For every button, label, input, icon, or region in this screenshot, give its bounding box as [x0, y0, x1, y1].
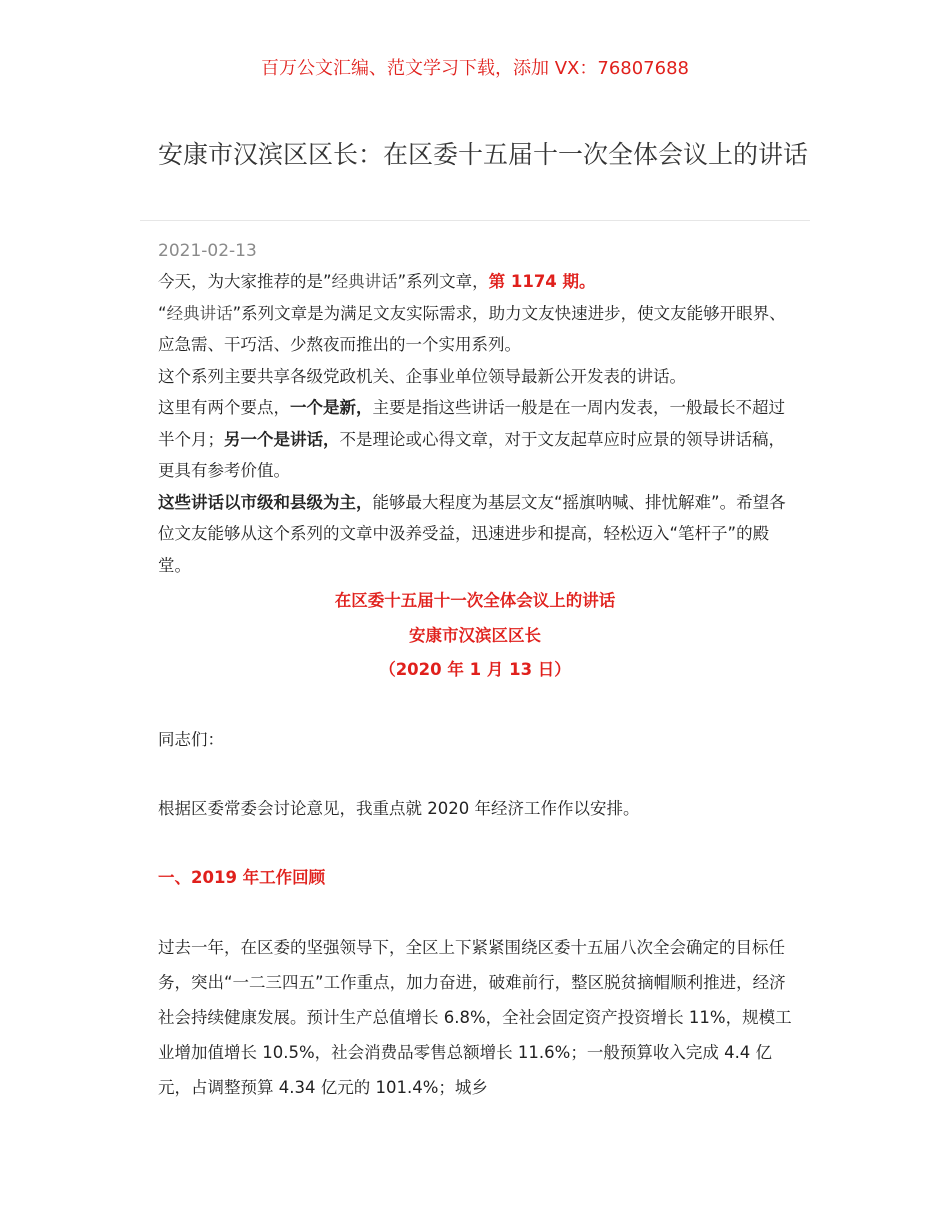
article-title: 安康市汉滨区区长：在区委十五届十一次全体会议上的讲话: [158, 140, 809, 169]
speech-heading: 在区委十五届十一次全体会议上的讲话: [334, 591, 616, 610]
intro-line-purpose: “经典讲话”系列文章是为满足文友实际需求，助力文友快速进步，使文友能够开眼界、应急需、干巧活、少熬夜而推出的一个实用系列。: [158, 303, 786, 354]
speech-speaker: 安康市汉滨区区长: [409, 626, 541, 645]
intro-block: [158, 266, 794, 581]
publish-date: 2021-02-13: [158, 241, 257, 261]
opening-paragraph: 根据区委常委会讨论意见，我重点就 2020 年经济工作作以安排。: [158, 799, 640, 818]
intro-line-level: 这些讲话以市级和县级为主，能够最大程度为基层文友“摇旗呐喊、排忧解难”。希望各位文友能够从这个系列的文章中汲养受益，迅速进步和提高，轻松迈入“笔杆子”的殿堂。: [158, 492, 786, 575]
intro-line-issue: 今天，为大家推荐的是”经典讲话”系列文章，第 1174 期。: [158, 272, 596, 291]
salutation: 同志们：: [158, 730, 224, 749]
intro-line-points: 这里有两个要点，一个是新，主要是指这些讲话一般是在一周内发表，一般最长不超过半个月；另一个是讲话，不是理论或心得文章，对于文友起草应时应景的领导讲话稿，更具有参考价值。: [158, 398, 785, 480]
section-heading-1: 一、2019 年工作回顾: [158, 868, 326, 887]
issue-number: 第 1174 期。: [488, 272, 596, 291]
intro-line-scope: 这个系列主要共享各级党政机关、企事业单位领导最新公开发表的讲话。: [158, 366, 686, 386]
speech-date: （2020 年 1 月 13 日）: [379, 660, 571, 679]
promo-banner: 百万公文汇编、范文学习下载，添加 VX：76807688: [261, 58, 689, 79]
review-paragraph: 过去一年，在区委的坚强领导下，全区上下紧紧围绕区委十五届八次全会确定的目标任务，突出“一二三四五”工作重点，加力奋进，破难前行，整区脱贫摘帽顺利推进，经济社会持续健康发展。预计生产总值增长 6.8%，全社会固定资产投资增长 11%，规模工业增加值增长 10.5%，社会消费品零售总额增长 11.6%；一般预算收入完成 4.4 亿元，占调整预算 4.34 亿元的 101.4%；城乡: [158, 938, 792, 1097]
title-divider: [140, 220, 810, 221]
